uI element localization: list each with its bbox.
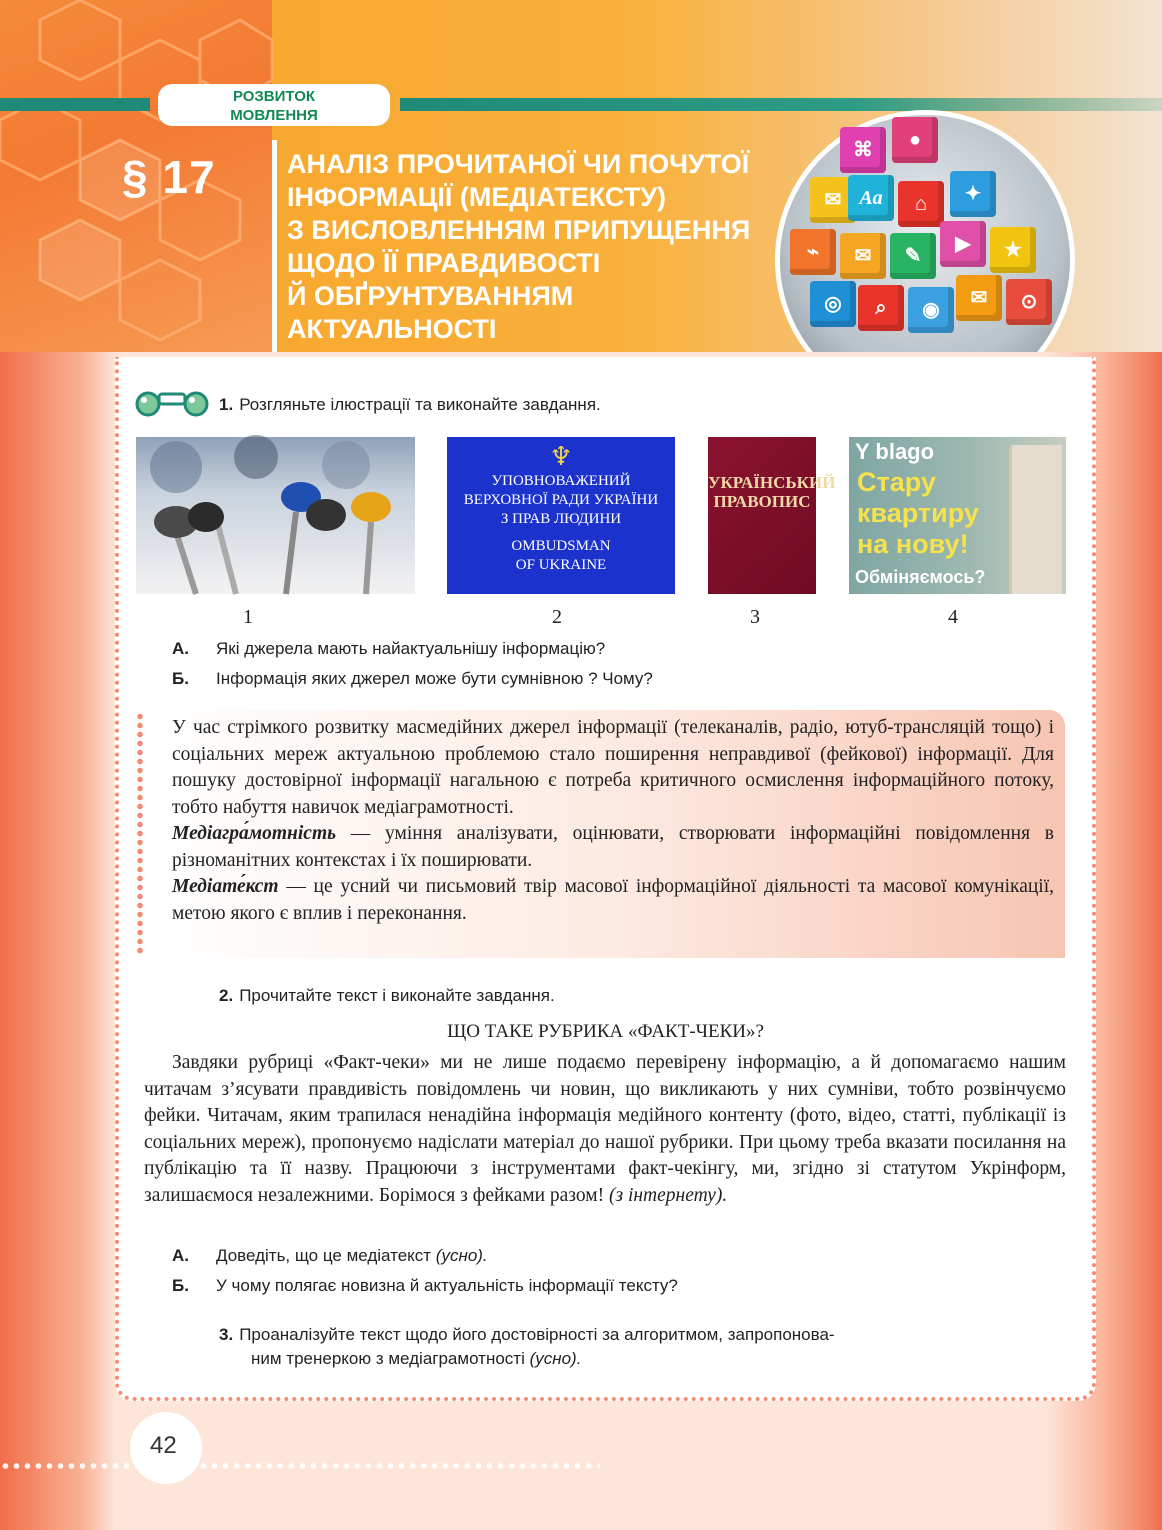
question-text: Доведіть, що це медіатекст xyxy=(216,1246,432,1265)
chapter-title xyxy=(287,148,757,346)
text-heading: ЩО ТАКЕ РУБРИКА «ФАКТ-ЧЕКИ»? xyxy=(447,1021,764,1042)
home-icon: ⌂ xyxy=(898,181,944,227)
section-label-line2: МОВЛЕННЯ xyxy=(230,107,318,124)
image-caption: 1 xyxy=(243,606,253,628)
question-text: У чому полягає новизна й актуальність інформації тексту? xyxy=(216,1276,678,1295)
cube-icon: Aa xyxy=(848,175,894,221)
image-caption: 3 xyxy=(750,606,760,628)
title-line: ІНФОРМАЦІЇ (МЕДІАТЕКСТУ) xyxy=(287,182,666,212)
question-text: Інформація яких джерел може бути сумнівною ? Чому? xyxy=(216,669,653,688)
task-number: 2. xyxy=(219,986,234,1005)
question-text: Які джерела мають найактуальнішу інформацію? xyxy=(216,639,606,658)
cube-icon: ✉ xyxy=(956,275,1002,321)
section-label xyxy=(158,84,390,126)
question-label: Б. xyxy=(172,669,189,688)
header-stripe-left xyxy=(0,98,150,111)
question-note: (усно). xyxy=(431,1246,488,1265)
question-label: Б. xyxy=(172,1276,189,1295)
image-caption: 2 xyxy=(552,606,562,628)
title-line: АКТУАЛЬНОСТІ xyxy=(287,314,497,344)
text-body: Завдяки рубриці «Факт-чеки» ми не лише подаємо перевірену інформацію, а й допомагаємо нашим читачам з’ясувати правдивість повідомлень чи новин, що викликають у них сумніви, тобто розвінчуємо фейки. Читачам, яким трапилася ненадійна інформація медійного контенту (фото, відео, статті, публікації із соціальних мереж), пропонуємо надіслати матеріал до нашої рубрики. При цьому треба вказати посилання на публікацію та її назву. Працюючи з інструментами факт-чекінгу, ми, згідно зі статутом Укрінформ, залишаємося незалежними. Борімося з фейками разом! xyxy=(144,1052,1066,1206)
image-caption: 4 xyxy=(948,606,958,628)
binoculars-icon xyxy=(135,388,209,418)
sign-line: OMBUDSMAN xyxy=(511,538,611,554)
ad-line: на нову! xyxy=(857,529,969,559)
definition-media-text xyxy=(172,874,1054,927)
cube-icon: ✉ xyxy=(810,177,856,223)
task-text: Розгляньте ілюстрації та виконайте завдання. xyxy=(239,395,601,414)
task-number: 1. xyxy=(219,395,234,414)
theory-text xyxy=(172,715,1054,927)
theory-paragraph: У час стрімкого розвитку масмедійних джерел інформації (телеканалів, радіо, ютуб-трансляцій тощо) і соціальних мереж актуальною проблемою стало поширення неправдивої (фейкової) інформації. Для пошуку достовірної інформації нагальною є потреба критичного осмислення інформаційного потоку, тобто набуття навичок медіаграмотності. xyxy=(172,717,1054,818)
definition: — уміння аналізувати, оцінювати, створювати інформаційні повідомлення в різноманітних контекстах і їх поширювати. xyxy=(172,823,1054,871)
cube-icon: ● xyxy=(892,117,938,163)
footer-dots xyxy=(0,1462,600,1470)
door-shape xyxy=(1009,445,1062,594)
title-line: АНАЛІЗ ПРОЧИТАНОЇ ЧИ ПОЧУТОЇ xyxy=(287,149,750,179)
trident-icon: ♆ xyxy=(549,442,573,471)
definition: — це усний чи письмовий твір масової інформаційної діяльності та масової комунікації, метою якого є вплив і переконання. xyxy=(172,876,1054,924)
header-stripe-right xyxy=(400,98,1162,111)
blago-ad-image xyxy=(849,437,1066,594)
term: Медіагра́мотність xyxy=(172,823,337,844)
question-label: А. xyxy=(172,639,189,658)
book-title-line: УКРАЇНСЬКИЙ xyxy=(708,473,836,492)
ad-question: Обміняємось? xyxy=(855,567,986,587)
microphones-image xyxy=(136,437,415,594)
title-divider xyxy=(272,140,277,352)
task-text: Проаналізуйте текст щодо його достовірності за алгоритмом, запропонова- xyxy=(239,1325,835,1344)
cube-icon: ★ xyxy=(990,227,1036,273)
text-source: (з інтернету). xyxy=(604,1184,728,1206)
task-3 xyxy=(219,1323,835,1371)
title-line: ЩОДО ЇЇ ПРАВДИВОСТІ xyxy=(287,248,601,278)
task-note: (усно). xyxy=(524,1349,582,1368)
camera-icon: ◉ xyxy=(908,287,954,333)
cube-icon: ▶ xyxy=(940,221,986,267)
chat-icon: ✎ xyxy=(890,233,936,279)
definition-media-literacy xyxy=(172,821,1054,874)
section-label-line1: РОЗВИТОК xyxy=(232,88,316,105)
task-1 xyxy=(219,395,601,415)
task-number: 3. xyxy=(219,1325,234,1344)
theory-box-dots xyxy=(137,712,143,956)
book-title-line: ПРАВОПИС xyxy=(713,492,811,511)
section-number: § 17 xyxy=(122,151,216,203)
pravopys-book-image xyxy=(708,437,836,594)
sign-line: З ПРАВ ЛЮДИНИ xyxy=(500,511,622,527)
search-icon: ⌕ xyxy=(858,285,904,331)
sign-line: OF UKRAINE xyxy=(515,557,607,573)
question-label: А. xyxy=(172,1246,189,1265)
task-text: ним тренеркою з медіаграмотності xyxy=(251,1349,525,1368)
ombudsman-sign-image xyxy=(447,437,675,594)
task-2 xyxy=(219,986,555,1006)
cube-icon: ⌘ xyxy=(840,127,886,173)
rss-icon: ⌁ xyxy=(790,229,836,275)
fact-check-text xyxy=(144,1050,1066,1209)
task-text: Прочитайте текст і виконайте завдання. xyxy=(239,986,555,1005)
sign-line: ВЕРХОВНОЇ РАДИ УКРАЇНИ xyxy=(463,492,659,508)
title-line: Й ОБҐРУНТУВАННЯМ xyxy=(287,281,574,311)
cube-icon: ✉ xyxy=(840,233,886,279)
sign-line: УПОВНОВАЖЕНИЙ xyxy=(491,473,631,489)
ad-line: квартиру xyxy=(857,498,979,528)
page-number: 42 xyxy=(150,1432,177,1459)
cube-icon: ✦ xyxy=(950,171,996,217)
globe-icon: ◎ xyxy=(810,281,856,327)
term: Медіате́кст xyxy=(172,876,279,897)
cube-icon: ⊙ xyxy=(1006,279,1052,325)
blago-logo: Y blago xyxy=(855,439,935,464)
ad-line: Стару xyxy=(857,467,936,497)
title-line: З ВИСЛОВЛЕННЯМ ПРИПУЩЕННЯ xyxy=(287,215,751,245)
chapter-header xyxy=(0,0,1162,352)
